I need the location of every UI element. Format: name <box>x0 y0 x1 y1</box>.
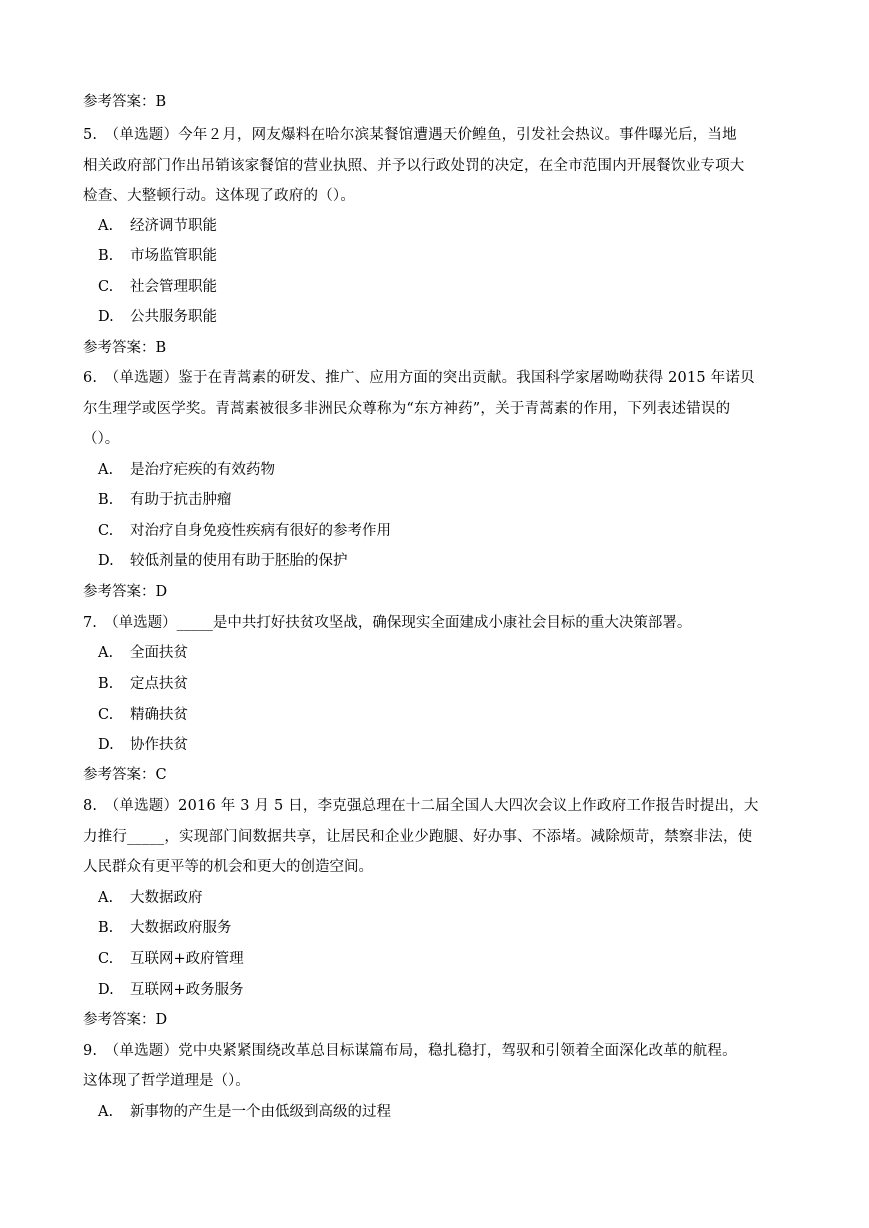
question-6-line-3: （）。 <box>83 431 120 447</box>
option-text: 全面扶贫 <box>130 645 188 661</box>
question-6-option-a <box>98 460 275 480</box>
question-7-option-a <box>98 643 188 663</box>
answer-value: D <box>155 1012 168 1028</box>
answer-line-8 <box>83 1010 167 1030</box>
question-7-option-b <box>98 674 188 694</box>
option-letter: A. <box>98 890 114 906</box>
question-7-option-d <box>98 735 188 755</box>
question-5-line-3: 检查、大整顿行动。这体现了政府的（）。 <box>83 188 356 204</box>
question-8-option-b <box>98 918 232 938</box>
answer-value: B <box>155 340 167 356</box>
option-letter: D. <box>98 982 114 998</box>
option-text: 协作扶贫 <box>130 737 188 753</box>
option-letter: C. <box>98 951 114 967</box>
option-letter: A. <box>98 218 114 234</box>
question-6-option-b <box>98 490 232 510</box>
option-text: 大数据政府服务 <box>130 920 232 936</box>
question-8-option-a <box>98 888 203 908</box>
question-7-line-1: 7. （单选题）_____是中共打好扶贫攻坚战，确保现实全面建成小康社会目标的重大决策部署。 <box>83 615 692 631</box>
option-letter: A. <box>98 462 114 478</box>
option-text: 较低剂量的使用有助于胚胎的保护 <box>130 553 348 569</box>
option-letter: C. <box>98 707 114 723</box>
answer-prefix: 参考答案： <box>83 584 156 600</box>
answer-prefix: 参考答案： <box>83 767 156 783</box>
option-letter: D. <box>98 553 114 569</box>
question-9-option-a <box>98 1102 391 1122</box>
option-letter: C. <box>98 279 114 295</box>
option-letter: B. <box>98 248 114 264</box>
option-text: 精确扶贫 <box>130 707 188 723</box>
option-letter: D. <box>98 309 114 325</box>
answer-line-6 <box>83 582 167 602</box>
option-letter: D. <box>98 737 114 753</box>
question-8-line-3: 人民群众有更平等的机会和更大的创造空间。 <box>83 859 373 875</box>
option-letter: B. <box>98 492 114 508</box>
question-5-option-c <box>98 277 217 297</box>
question-8-option-c <box>98 949 244 969</box>
option-text: 定点扶贫 <box>130 676 188 692</box>
question-5-line-1: 5. （单选题）今年２月，网友爆料在哈尔滨某餐馆遭遇天价鳇鱼，引发社会热议。事件曝光后，当地 <box>83 127 737 143</box>
option-letter: A. <box>98 1104 114 1120</box>
option-text: 有助于抗击肿瘤 <box>130 492 232 508</box>
option-text: 社会管理职能 <box>130 279 217 295</box>
option-letter: B. <box>98 676 114 692</box>
option-letter: B. <box>98 920 114 936</box>
question-6-option-c <box>98 521 391 541</box>
question-9-line-2: 这体现了哲学道理是（）。 <box>83 1073 250 1089</box>
option-text: 市场监管职能 <box>130 248 217 264</box>
question-6-option-d <box>98 551 348 571</box>
option-text: 经济调节职能 <box>130 218 217 234</box>
question-5-option-b <box>98 246 217 266</box>
option-letter: A. <box>98 645 114 661</box>
question-6-line-1: 6. （单选题）鉴于在青蒿素的研发、推广、应用方面的突出贡献。我国科学家屠呦呦获得 2015 年诺贝 <box>83 370 755 386</box>
answer-line-4 <box>83 92 166 112</box>
option-text: 公共服务职能 <box>130 309 217 325</box>
option-text: 互联网+政务服务 <box>130 982 244 998</box>
answer-prefix: 参考答案： <box>83 1012 156 1028</box>
question-5-option-d <box>98 307 217 327</box>
answer-value: D <box>155 584 168 600</box>
answer-prefix: 参考答案： <box>83 94 156 110</box>
option-text: 互联网+政府管理 <box>130 951 244 967</box>
answer-prefix: 参考答案： <box>83 340 156 356</box>
question-8-line-2: 力推行_____，实现部门间数据共享，让居民和企业少跑腿、好办事、不添堵。减除烦苛，禁察非法，使 <box>83 829 753 845</box>
answer-value: C <box>155 767 167 783</box>
question-6-line-2: 尔生理学或医学奖。青蒿素被很多非洲民众尊称为“东方神药”，关于青蒿素的作用，下列表述错误的 <box>83 401 731 417</box>
question-5-option-a <box>98 216 217 236</box>
question-8-line-1: 8. （单选题）2016 年 3 月 5 日，李克强总理在十二届全国人大四次会议上作政府工作报告时提出，大 <box>83 798 759 814</box>
option-text: 对治疗自身免疫性疾病有很好的参考作用 <box>130 523 391 539</box>
option-text: 是治疗疟疾的有效药物 <box>130 462 275 478</box>
question-8-option-d <box>98 980 244 1000</box>
question-9-line-1: 9. （单选题）党中央紧紧围绕改革总目标谋篇布局，稳扎稳打，驾驭和引领着全面深化改革的航程。 <box>83 1043 737 1059</box>
option-letter: C. <box>98 523 114 539</box>
answer-value: B <box>155 94 167 110</box>
option-text: 新事物的产生是一个由低级到高级的过程 <box>130 1104 391 1120</box>
option-text: 大数据政府 <box>130 890 203 906</box>
question-5-line-2: 相关政府部门作出吊销该家餐馆的营业执照、并予以行政处罚的决定，在全市范围内开展餐饮业专项大 <box>83 158 745 174</box>
answer-line-5 <box>83 338 166 358</box>
question-7-option-c <box>98 705 188 725</box>
answer-line-7 <box>83 765 167 785</box>
